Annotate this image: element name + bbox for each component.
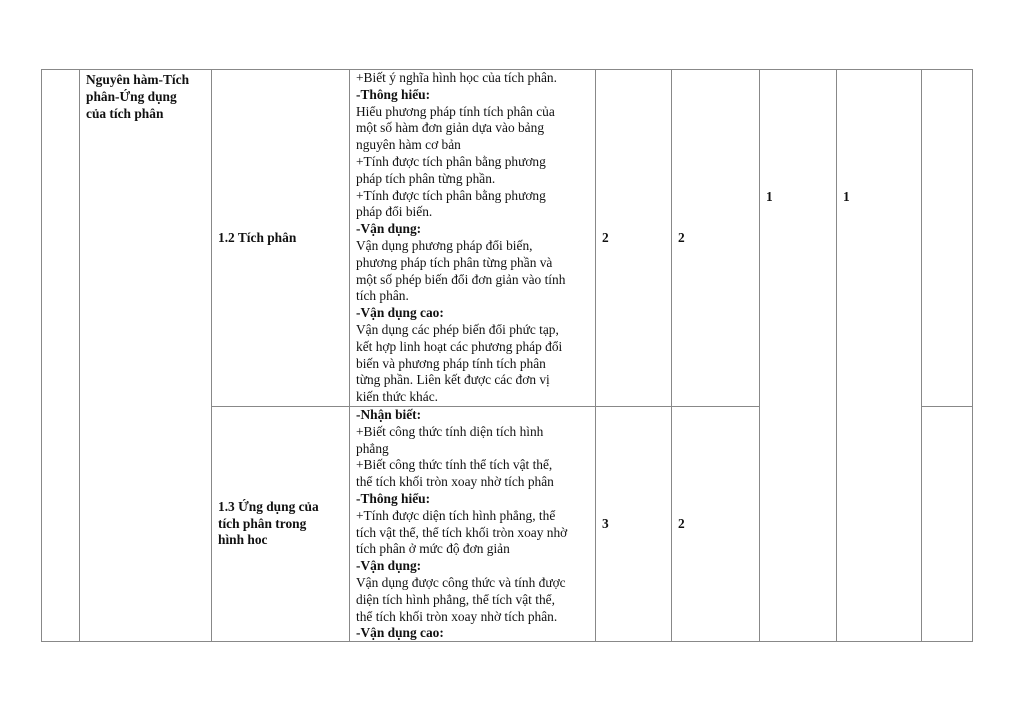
subtopic-cell xyxy=(212,70,350,407)
index-cell xyxy=(42,70,80,642)
subtopic-cell xyxy=(212,407,350,642)
table-row xyxy=(42,70,973,407)
description-line: -Vận dụng cao: xyxy=(356,305,444,321)
description-line: thể tích khối tròn xoay nhờ tích phân. xyxy=(356,608,558,624)
description-line: +Tính được tích phân bằng phương xyxy=(356,153,546,169)
description-line: +Tính được diện tích hình phẳng, thể xyxy=(356,507,556,523)
description-line: kiến thức khác. xyxy=(356,389,438,405)
topic-cell xyxy=(80,70,212,642)
description-line: tích phân ở mức độ đơn giản xyxy=(356,541,510,557)
description-text xyxy=(356,70,591,406)
description-cell xyxy=(350,70,596,407)
description-line: phương pháp tích phân từng phần và xyxy=(356,254,553,270)
description-line: Vận dụng phương pháp đổi biến, xyxy=(356,237,533,253)
description-line: một số hàm đơn giản dựa vào bảng xyxy=(356,120,545,136)
description-line: pháp tích phân từng phần. xyxy=(356,170,496,186)
count-nhan-biet: 3 xyxy=(596,407,672,642)
count-van-dung: 1 xyxy=(760,70,837,642)
description-line: -Thông hiểu: xyxy=(356,86,431,102)
note-cell xyxy=(922,70,973,407)
description-line: Vận dụng các phép biến đổi phức tạp, xyxy=(356,321,559,337)
count-thong-hieu: 2 xyxy=(672,70,760,407)
count-van-dung-cao: 1 xyxy=(837,70,922,642)
description-line: Vận dụng được công thức và tính được xyxy=(356,574,566,590)
subtopic-line: tích phân trong xyxy=(218,515,307,531)
description-line: phẳng xyxy=(356,440,389,456)
description-line: một số phép biến đổi đơn giản vào tính xyxy=(356,271,566,287)
description-line: kết hợp linh hoạt các phương pháp đổi xyxy=(356,338,563,354)
description-line: -Vận dụng: xyxy=(356,558,422,574)
topic-line: của tích phân xyxy=(86,105,164,121)
knowledge-matrix-table xyxy=(41,69,973,642)
description-line: -Thông hiểu: xyxy=(356,490,431,506)
description-line: +Biết ý nghĩa hình học của tích phân. xyxy=(356,70,557,85)
count-nhan-biet: 2 xyxy=(596,70,672,407)
topic-line: Nguyên hàm-Tích xyxy=(86,72,190,87)
description-cell xyxy=(350,407,596,642)
description-line: nguyên hàm cơ bản xyxy=(356,137,461,153)
count-thong-hieu: 2 xyxy=(672,407,760,642)
description-line: từng phần. Liên kết được các đơn vị xyxy=(356,372,550,388)
description-line: -Vận dụng: xyxy=(356,221,422,237)
description-text xyxy=(356,407,591,641)
subtopic-label: 1.2 Tích phân xyxy=(218,229,297,245)
description-line: tích vật thể, thể tích khối tròn xoay nhờ xyxy=(356,524,568,540)
topic-line: phân-Ứng dụng xyxy=(86,88,177,104)
description-line: +Biết công thức tính diện tích hình xyxy=(356,423,544,439)
description-line: diện tích hình phẳng, thể tích vật thể, xyxy=(356,591,555,607)
subtopic-line: 1.3 Ứng dụng của xyxy=(218,498,319,514)
description-line: Hiểu phương pháp tính tích phân của xyxy=(356,103,555,119)
note-cell xyxy=(922,407,973,642)
description-line: biến và phương pháp tính tích phân xyxy=(356,355,546,371)
description-line: -Vận dụng cao: xyxy=(356,625,444,641)
description-line: +Tính được tích phân bằng phương xyxy=(356,187,546,203)
description-line: tích phân. xyxy=(356,288,409,304)
description-line: -Nhận biết: xyxy=(356,407,422,422)
description-line: thể tích khối tròn xoay nhờ tích phân xyxy=(356,474,554,490)
description-line: +Biết công thức tính thể tích vật thể, xyxy=(356,457,553,473)
description-line: pháp đổi biến. xyxy=(356,204,433,220)
subtopic-line: hình hoc xyxy=(218,532,268,548)
